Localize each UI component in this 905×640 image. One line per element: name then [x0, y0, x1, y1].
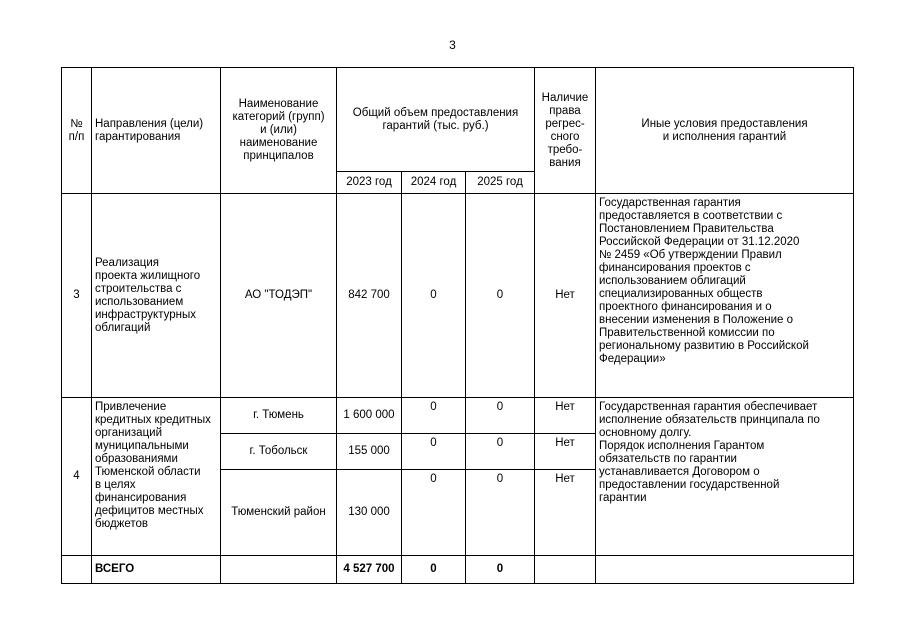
- value-2025: 0: [466, 398, 535, 434]
- value-2024: 0: [402, 194, 466, 398]
- table-row: [62, 194, 854, 398]
- value-2023: 130 000: [337, 470, 402, 556]
- header-year-2025: 2025 год: [466, 172, 535, 194]
- header-regress: Наличие права регрес- сного требо- вания: [535, 68, 596, 194]
- regress-value: Нет: [535, 194, 596, 398]
- row-direction: Реализация проекта жилищного строительства с использованием инфраструктурных облигаций: [92, 194, 221, 398]
- header-num: № п/п: [62, 68, 92, 194]
- row-conditions: Государственная гарантия предоставляется в соответствии с Постановлением Правительства Российской Федерации от 31.12.2020 № 2459 «Об утверждении Правил финансирования проектов с использованием облигаций специализированных обществ проектного финансирования и о внесении изменения в Положение о Правительственной комиссии по региональному развитию в Российской Федерации»: [596, 194, 854, 398]
- regress-value: Нет: [535, 434, 596, 470]
- header-year-2023: 2023 год: [337, 172, 402, 194]
- page-number: 3: [449, 38, 456, 52]
- header-volume: Общий объем предоставления гарантий (тыс. руб.): [337, 68, 535, 172]
- value-2024: 0: [402, 470, 466, 556]
- row-number: 4: [62, 398, 92, 556]
- header-row: [62, 68, 854, 172]
- header-principals: Наименование категорий (групп) и (или) наименование принципалов: [221, 68, 337, 194]
- row-principal: Тюменский район: [221, 470, 337, 556]
- header-conditions: Иные условия предоставления и исполнения гарантий: [596, 68, 854, 194]
- total-row: [62, 556, 854, 584]
- total-label: ВСЕГО: [92, 556, 221, 584]
- value-2025: 0: [466, 434, 535, 470]
- total-2024: 0: [402, 556, 466, 584]
- total-2023: 4 527 700: [337, 556, 402, 584]
- value-2025: 0: [466, 194, 535, 398]
- row-conditions: Государственная гарантия обеспечивает исполнение обязательств принципала по основному долгу. Порядок исполнения Гарантом обязательств по гарантии устанавливается Договором о предоставлении государственной гарантии: [596, 398, 854, 556]
- row-number: 3: [62, 194, 92, 398]
- guarantees-table: [61, 67, 854, 584]
- row-principal: АО "ТОДЭП": [221, 194, 337, 398]
- row-principal: г. Тобольск: [221, 434, 337, 470]
- value-2024: 0: [402, 398, 466, 434]
- value-2025: 0: [466, 470, 535, 556]
- table-row: [62, 398, 854, 434]
- value-2024: 0: [402, 434, 466, 470]
- header-direction: Направления (цели) гарантирования: [92, 68, 221, 194]
- value-2023: 155 000: [337, 434, 402, 470]
- value-2023: 842 700: [337, 194, 402, 398]
- row-principal: г. Тюмень: [221, 398, 337, 434]
- value-2023: 1 600 000: [337, 398, 402, 434]
- total-2025: 0: [466, 556, 535, 584]
- row-direction: Привлечение кредитных кредитных организаций муниципальными образованиями Тюменской области в целях финансирования дефицитов местных бюджетов: [92, 398, 221, 556]
- header-year-2024: 2024 год: [402, 172, 466, 194]
- regress-value: Нет: [535, 398, 596, 434]
- regress-value: Нет: [535, 470, 596, 556]
